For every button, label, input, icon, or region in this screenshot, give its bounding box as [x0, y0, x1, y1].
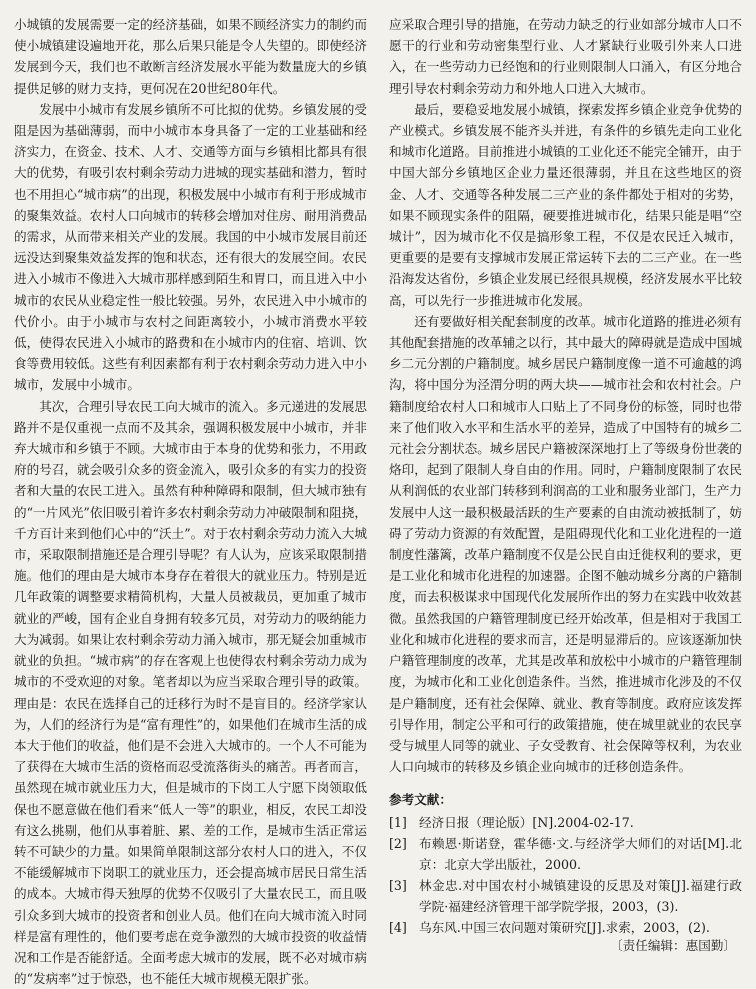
reference-text: 乌东风.中国三农问题对策研究[J].求索，2003，(2).: [419, 920, 710, 936]
right-column: [389, 14, 742, 989]
body-paragraph: 还有要做好相关配套制度的改革。城市化道路的推进必须有其他配套措施的改革辅之以行，其中最大的障碍就是造成中国城乡二元分割的户籍制度。城乡居民户籍制度像一道不可逾越的鸿沟，将中国分为泾渭分明的两大块——城市社会和农村社会。户籍制度给农村人口和城市人口贴上了不同身份的标签，同时也带来了他们收入水平和生活水平的差异，造成了中国特有的城乡二元社会分割状态。城乡居民户籍被深深地打上了等级身份世袭的烙印，起到了限制人身自由的作用。同时，户籍制度限制了农民从利润低的农业部门转移到利润高的工业和服务业部门，生产力发展中人这一最积极最活跃的生产要素的自由流动被抵制了，妨碍了劳动力资源的有效配置，是阻碍现代化和工业化进程的一道制度性藩篱，改革户籍制度不仅是公民自由迁徙权利的要求，更是工业化和城市化进程的加速器。企图不触动城乡分离的户籍制度，而去积极谋求中国现代化发展所作出的努力在实践中收效甚微。虽然我国的户籍管理制度已经开始改革，但是相对于我国工业化和城市化进程的要求而言，还是明显滞后的。应该逐渐加快户籍管理制度的改革，尤其是改革和放松中小城市的户籍管理制度，为城市化和工业化创造条件。当然，推进城市化涉及的不仅是户籍制度，还有社会保障、就业、教育等制度。政府应该发挥引导作用，制定公平和可行的政策措施，使在城里就业的农民享受与城里人同等的就业、子女受教育、社会保障等权利，为农业人口向城市的转移及乡镇企业向城市的迁移创造条件。: [389, 313, 742, 775]
reference-text: 布赖恩·斯诺登，霍华德·文.与经济学大师们的对话[M].北京：北京大学出版社，2000.: [419, 836, 742, 873]
reference-number: [4]: [389, 920, 407, 936]
reference-item: [389, 875, 742, 917]
body-paragraph: 最后，要稳妥地发展小城镇，探索发挥乡镇企业竞争优势的产业模式。乡镇发展不能齐头并进，有条件的乡镇先走向工业化和城市化道路。目前推进小城镇的工业化还不能完全铺开，由于中国大部分乡镇地区企业力量还很薄弱，并且在这些地区的资金、人才、交通等各种发展二三产业的条件都处于相对的劣势，如果不顾现实条件的阻隔，硬要推进城市化，结果只能是唱“空城计”，因为城市化不仅是搞形象工程，不仅是农民迁入城市，更重要的是要有支撑城市发展正常运转下去的二三产业。在一些沿海发达省份，乡镇企业发展已经很具规模，经济发展水平比较高，可以先行一步推进城市化发展。: [389, 101, 742, 308]
references-list: [389, 812, 742, 938]
reference-number: [3]: [389, 878, 407, 894]
article-columns: [14, 14, 742, 989]
references-heading: 参考文献：: [389, 792, 452, 808]
body-paragraph: 应采取合理引导的措施，在劳动力缺乏的行业如部分城市人口不愿干的行业和劳动密集型行业、人才紧缺行业吸引外来人口进入，在一些劳动力已经饱和的行业则限制人口涌入，有区分地合理引导农村剩余劳动力和外地人口进入大城市。: [389, 17, 742, 96]
reference-number: [1]: [389, 815, 407, 831]
left-column: [14, 14, 367, 989]
reference-item: [389, 833, 742, 875]
reference-item: [389, 812, 742, 833]
body-paragraph: 发展中小城市有发展乡镇所不可比拟的优势。乡镇发展的受阻是因为基础薄弱，而中小城市本身具备了一定的工业基础和经济实力，在资金、技术、人才、交通等方面与乡镇相比都具有很大的优势，有吸引农村剩余劳动力进城的现实基础和潜力，暂时也不用担心“城市病”的出现，积极发展中小城市有利于形成城市的聚集效益。农村人口向城市的转移会增加对住房、耐用消费品的需求，从而带来相关产业的发展。我国的中小城市发展目前还远没达到聚集效益发挥的饱和状态，还有很大的发展空间。农民进入小城市不像进入大城市那样感到陌生和胃口，而且进入中小城市的农民从业稳定性一般比较强。另外，农民进入中小城市的代价小。由于小城市与农村之间距离较小，小城市消费水平较低，使得农民进入小城市的路费和在小城市内的住宿、培训、饮食等费用较低。这些有利因素都有利于农村剩余劳动力进入中小城市，发展中小城市。: [14, 101, 367, 393]
body-paragraph: 小城镇的发展需要一定的经济基础，如果不顾经济实力的制约而使小城镇建设遍地开花，那么后果只能是令人失望的。即使经济发展到今天，我们也不敢断言经济发展水平能为数量庞大的乡镇提供足够的财力支持，更何况在20世纪80年代。: [14, 17, 367, 96]
reference-number: [2]: [389, 836, 407, 852]
body-paragraph: 其次，合理引导农民工向大城市的流入。多元递进的发展思路并不是仅重视一点而不及其余，强调积极发展中小城市，并非弃大城市和乡镇于不顾。大城市由于本身的优势和张力，不用政府的号召，就会吸引众多的资金流入，吸引众多的有实力的投资者和大量的农民工进入。虽然有种种障碍和限制，但大城市独有的“一片风光”依旧吸引着许多农村剩余劳动力冲破限制和阻挠，千方百计来到他们心中的“沃土”。对于农村剩余劳动力流入大城市，采取限制措施还是合理引导呢？有人认为，应该采取限制措施。他们的理由是大城市本身存在着很大的就业压力。特别是近几年政策的调整要求精简机构，大量人员被裁员，更加重了城市就业的严峻，国有企业自身拥有较多冗员，对劳动力的吸纳能力大为减弱。如果让农村剩余劳动力涌入城市，那无疑会加重城市就业的负担。“城市病”的存在客观上也使得农村剩余劳动力成为城市的不受欢迎的对象。笔者却以为应当采取合理引导的政策。理由是：农民在选择自己的迁移行为时不是盲目的。经济学家认为，人们的经济行为是“富有理性”的，如果他们在城市生活的成本大于他们的收益，他们是不会进入大城市的。一个人不可能为了获得在大城市生活的资格而忍受流落街头的痛苦。再者而言，虽然现在城市就业压力大，但是城市的下岗工人宁愿下岗领取低保也不愿意做在他们看来“低人一等”的职业，相反，农民工却没有这么挑剔，他们从事着脏、累、差的工作，是城市生活正常运转不可缺少的力量。如果简单限制这部分农村人口的进入，不仅不能缓解城市下岗职工的就业压力，还会提高城市居民日常生活的成本。大城市得天独厚的优势不仅吸引了大量农民工，而且吸引众多到大城市的投资者和创业人员。他们在向大城市流入时同样是富有理性的，他们要考虑在竞争激烈的大城市投资的收益情况和工作是否能舒适。全面考虑大城市的发展，既不必对城市病的“发病率”过于惊恐，也不能任大城市规模无限扩张。: [14, 398, 367, 987]
responsible-editor: 〔责任编辑：惠国勤〕: [610, 938, 736, 953]
reference-text: 经济日报（理论版）[N].2004-02-17.: [419, 815, 634, 831]
reference-text: 林金忠.对中国农村小城镇建设的反思及对策[J].福建行政学院·福建经济管理干部学院学报，2003，(3).: [419, 878, 742, 915]
